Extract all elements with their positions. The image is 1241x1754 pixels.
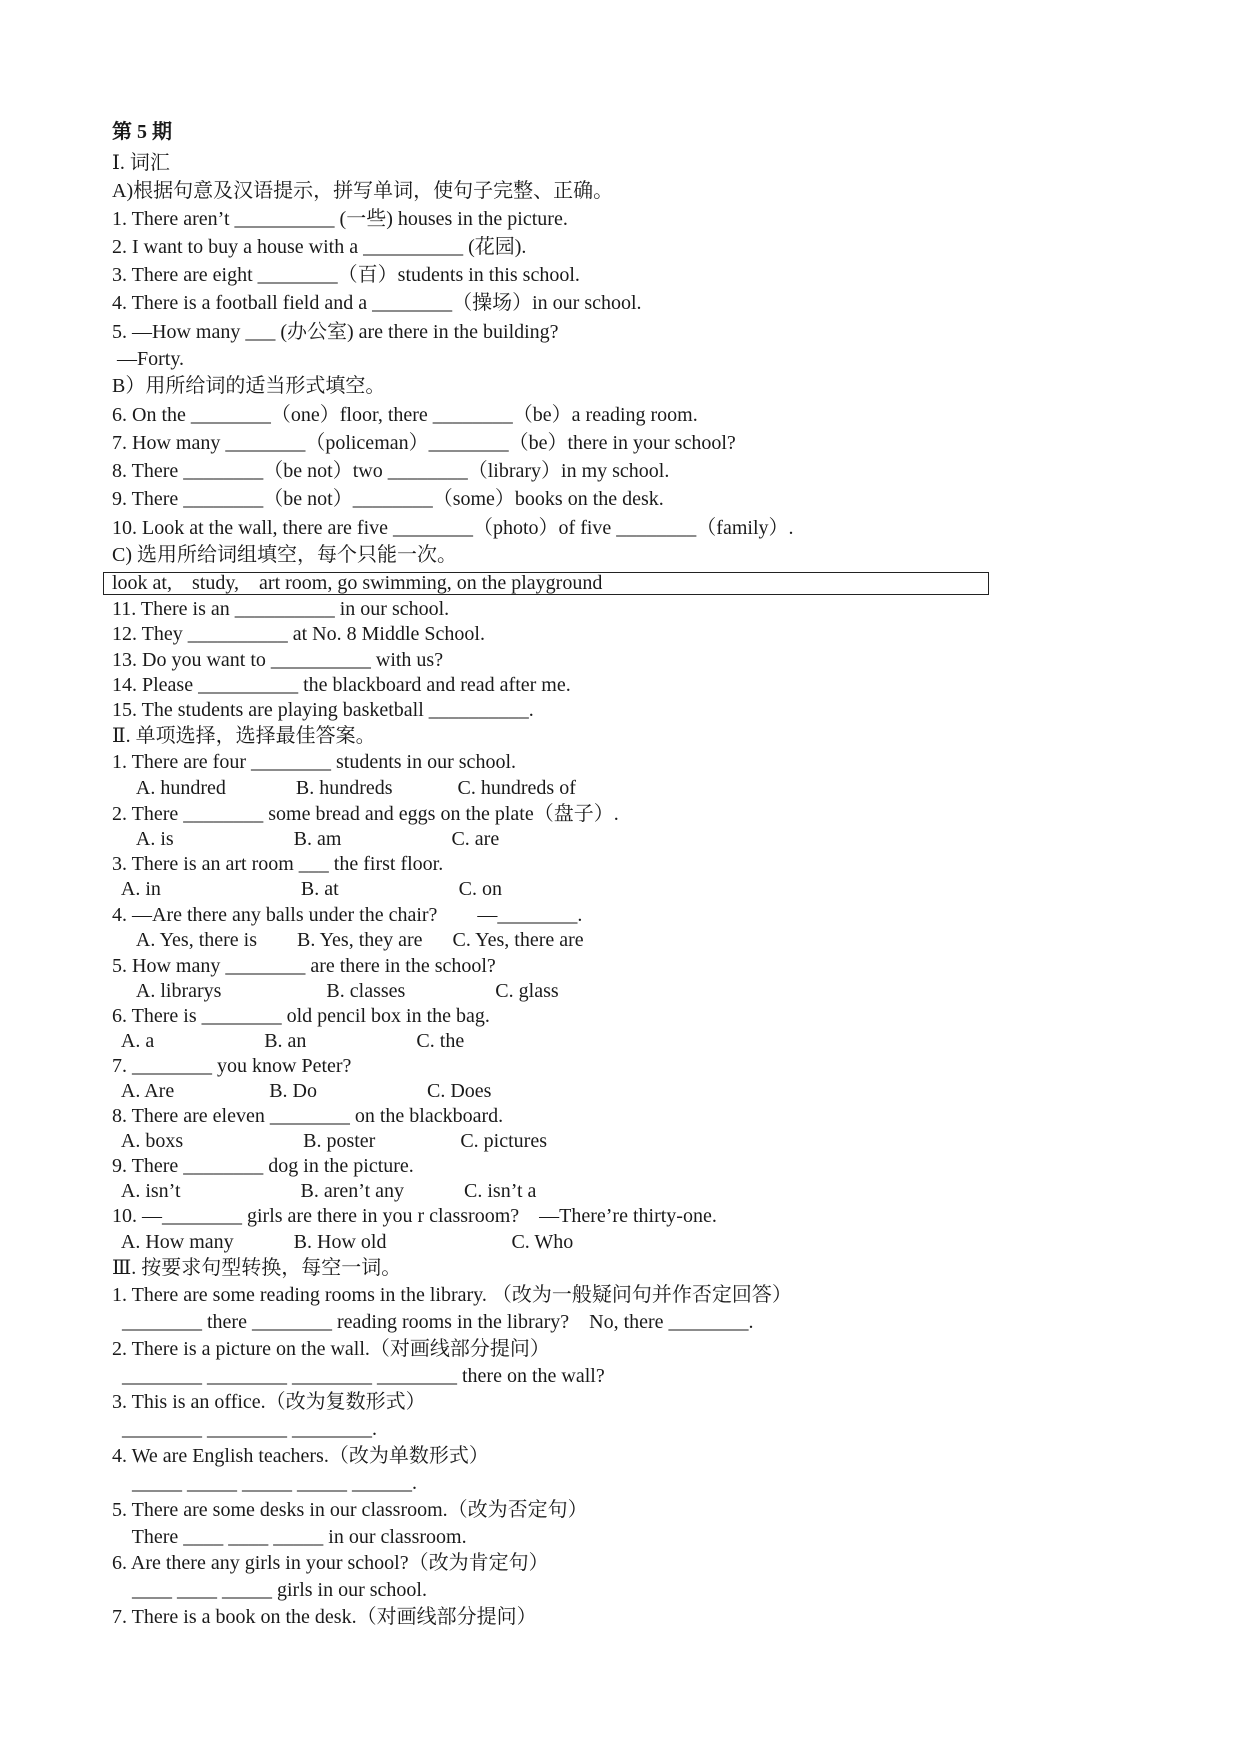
options-line: A. is B. am C. are [112,828,500,850]
instruction: B）用所给词的适当形式填空。 [112,375,386,397]
question-line: 3. There are eight ________（百）students in this school. [112,264,580,286]
question-line: 9. There ________（be not）________（some）books on the desk. [112,488,664,510]
question-line: 1. There are four ________ students in our school. [112,751,516,773]
page-title: 第 5 期 [112,121,172,143]
question-line: 4. We are English teachers.（改为单数形式） [112,1445,489,1467]
question-line: 13. Do you want to __________ with us? [112,649,444,671]
question-line: 5. How many ________ are there in the school? [112,955,496,977]
question-line: 15. The students are playing basketball __________. [112,699,534,721]
section-heading: Ⅰ. 词汇 [112,152,170,174]
answer-line: _____ _____ _____ _____ ______. [112,1472,417,1494]
question-line: 7. There is a book on the desk.（对画线部分提问） [112,1606,537,1628]
answer-line: ________ ________ ________ ________ there on the wall? [112,1365,605,1387]
question-line: 6. There is ________ old pencil box in the bag. [112,1005,490,1027]
instruction: A)根据句意及汉语提示，拼写单词，使句子完整、正确。 [112,180,614,202]
answer-line: —Forty. [112,348,185,370]
word-bank-box [103,572,989,595]
question-line: 1. There aren’t __________ (一些) houses in the picture. [112,208,568,230]
question-line: 1. There are some reading rooms in the library. （改为一般疑问句并作否定回答） [112,1284,792,1306]
options-line: A. How many B. How old C. Who [112,1231,574,1253]
options-line: A. in B. at C. on [112,878,503,900]
answer-line: There ____ ____ _____ in our classroom. [112,1526,467,1548]
options-line: A. Are B. Do C. Does [112,1080,492,1102]
question-line: 3. This is an office.（改为复数形式） [112,1391,426,1413]
options-line: A. hundred B. hundreds C. hundreds of [112,777,576,799]
options-line: A. Yes, there is B. Yes, they are C. Yes, there are [112,929,584,951]
question-line: 3. There is an art room ___ the first floor. [112,853,444,875]
answer-line: ________ there ________ reading rooms in the library? No, there ________. [112,1311,754,1333]
question-line: 4. There is a football field and a ________（操场）in our school. [112,292,642,314]
question-line: 5. —How many ___ (办公室) are there in the building? [112,321,559,343]
question-line: 14. Please __________ the blackboard and read after me. [112,674,571,696]
section-heading: Ⅲ. 按要求句型转换，每空一词。 [112,1257,402,1279]
options-line: A. a B. an C. the [112,1030,465,1052]
question-line: 4. —Are there any balls under the chair? —________. [112,904,583,926]
question-line: 7. ________ you know Peter? [112,1055,352,1077]
question-line: 9. There ________ dog in the picture. [112,1155,414,1177]
answer-line: ________ ________ ________. [112,1418,377,1440]
options-line: A. librarys B. classes C. glass [112,980,559,1002]
question-line: 8. There ________（be not）two ________（library）in my school. [112,460,670,482]
question-line: 2. I want to buy a house with a __________ (花园). [112,236,527,258]
question-line: 2. There is a picture on the wall.（对画线部分提问） [112,1338,550,1360]
question-line: 12. They __________ at No. 8 Middle School. [112,623,485,645]
question-line: 6. Are there any girls in your school?（改为肯定句） [112,1552,549,1574]
question-line: 10. Look at the wall, there are five ________（photo）of five ________（family）. [112,517,794,539]
word-bank-text: look at, study, art room, go swimming, on the playground [112,572,603,594]
question-line: 6. On the ________（one）floor, there ________（be）a reading room. [112,404,698,426]
options-line: A. isn’t B. aren’t any C. isn’t a [112,1180,537,1202]
question-line: 10. —________ girls are there in you r classroom? —There’re thirty-one. [112,1205,717,1227]
section-heading: Ⅱ. 单项选择，选择最佳答案。 [112,725,376,747]
question-line: 8. There are eleven ________ on the blackboard. [112,1105,504,1127]
question-line: 5. There are some desks in our classroom.（改为否定句） [112,1499,588,1521]
instruction: C) 选用所给词组填空，每个只能一次。 [112,544,457,566]
question-line: 7. How many ________（policeman）________（be）there in your school? [112,432,736,454]
options-line: A. boxs B. poster C. pictures [112,1130,547,1152]
answer-line: ____ ____ _____ girls in our school. [112,1579,427,1601]
question-line: 2. There ________ some bread and eggs on the plate（盘子）. [112,803,619,825]
question-line: 11. There is an __________ in our school. [112,598,450,620]
